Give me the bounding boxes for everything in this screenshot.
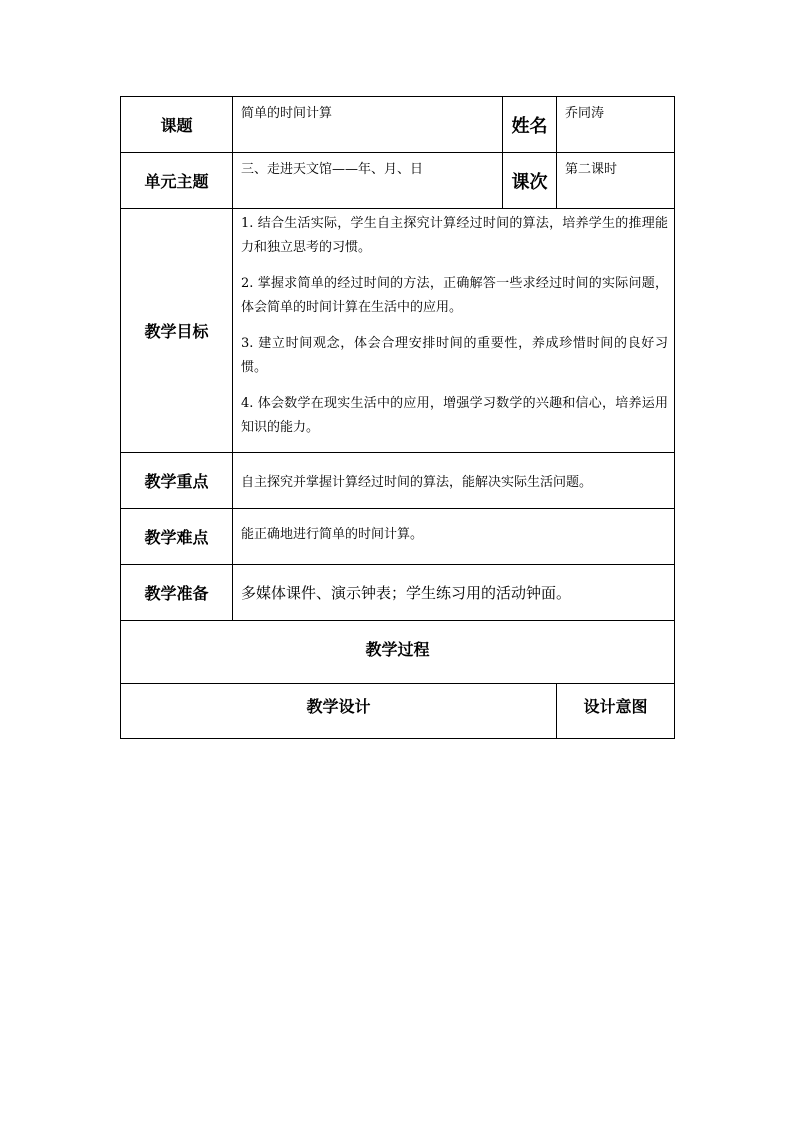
design-label: 教学设计 [121,684,557,739]
goal-item-4: 4. 体会数学在现实生活中的应用，增强学习数学的兴趣和信心，培养运用知识的能力。 [241,396,668,435]
unit-value: 三、走进天文馆——年、月、日 [233,153,503,209]
key-point-row [121,453,675,509]
difficulty-row [121,509,675,565]
key-point-label: 教学重点 [121,453,233,509]
goal-item-3: 3. 建立时间观念，体会合理安排时间的重要性，养成珍惜时间的良好习惯。 [241,336,668,375]
unit-label: 单元主题 [121,153,233,209]
preparation-row [121,565,675,621]
unit-row [121,153,675,209]
goals-row [121,209,675,453]
goals-content [233,209,675,453]
process-row [121,621,675,684]
preparation-value: 多媒体课件、演示钟表；学生练习用的活动钟面。 [233,565,675,621]
process-title: 教学过程 [121,621,675,684]
topic-label: 课题 [121,97,233,153]
name-value: 乔同涛 [557,97,675,153]
design-header-row [121,684,675,739]
key-point-value: 自主探究并掌握计算经过时间的算法，能解决实际生活问题。 [233,453,675,509]
goal-item-1: 1. 结合生活实际，学生自主探究计算经过时间的算法，培养学生的推理能力和独立思考的习惯。 [241,216,668,255]
difficulty-value: 能正确地进行简单的时间计算。 [233,509,675,565]
lesson-label: 课次 [503,153,557,209]
intent-label: 设计意图 [557,684,675,739]
preparation-label: 教学准备 [121,565,233,621]
difficulty-label: 教学难点 [121,509,233,565]
topic-value: 简单的时间计算 [233,97,503,153]
name-label: 姓名 [503,97,557,153]
goals-label: 教学目标 [121,209,233,453]
goal-item-2: 2. 掌握求简单的经过时间的方法，正确解答一些求经过时间的实际问题，体会简单的时间计算在生活中的应用。 [241,276,668,315]
lesson-plan-table [120,96,675,739]
lesson-value: 第二课时 [557,153,675,209]
topic-row [121,97,675,153]
